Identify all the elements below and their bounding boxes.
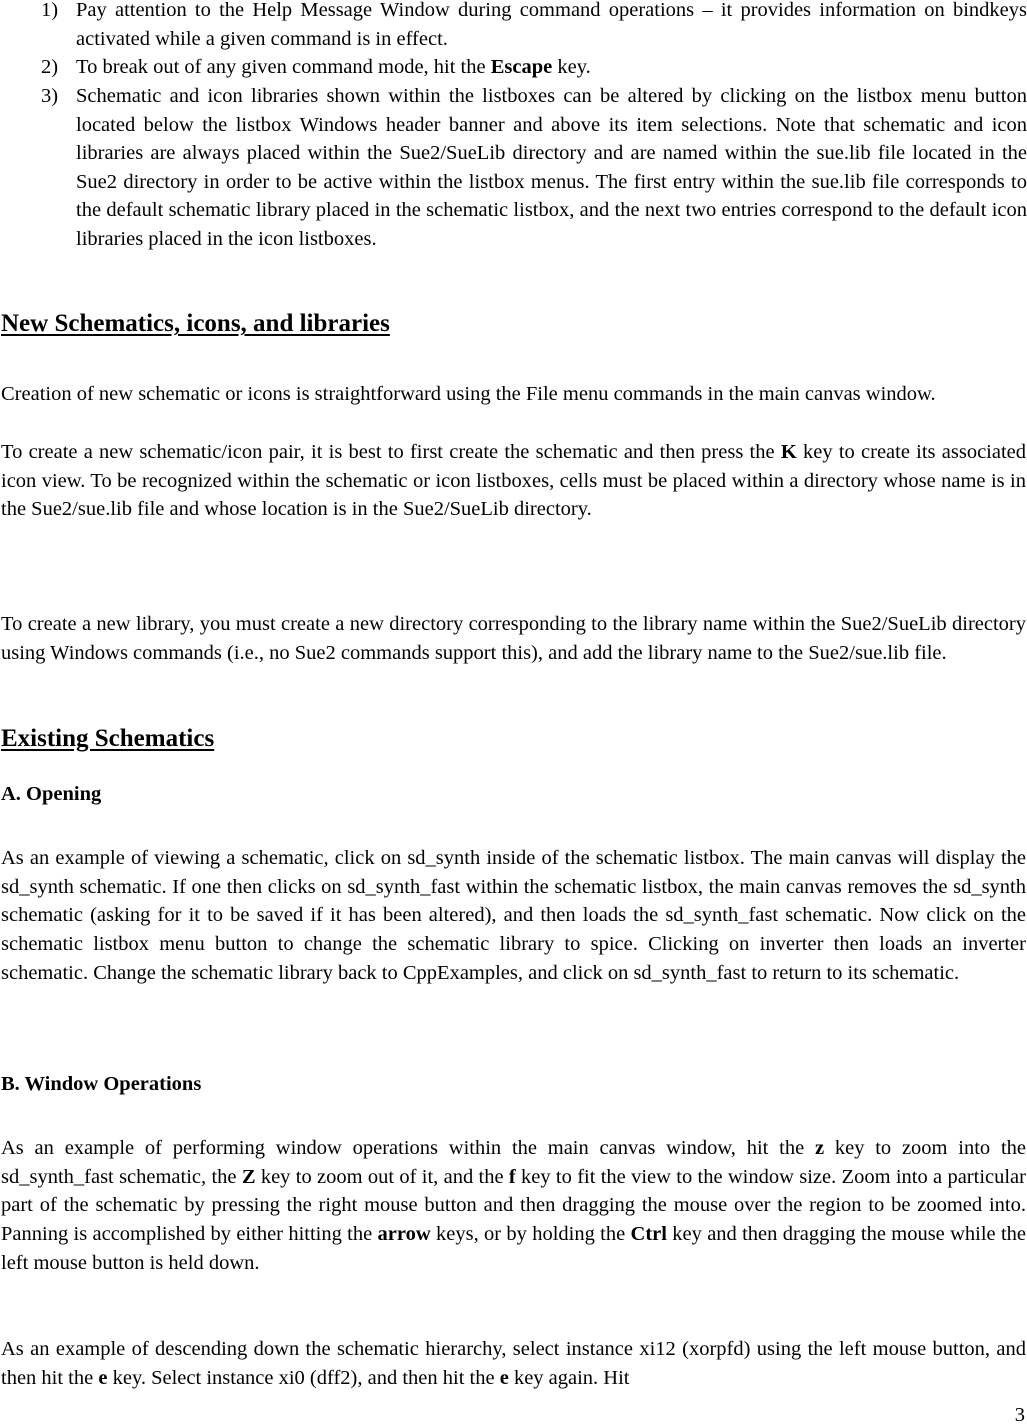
list-item-text: To break out of any given command mode, hit the Escape key.: [76, 56, 591, 78]
arrow-keys: arrow: [377, 1223, 431, 1246]
subheading-opening: A. Opening: [1, 783, 102, 805]
list-number: 1): [41, 0, 59, 21]
list-number: 2): [41, 56, 59, 78]
section-heading-existing: Existing Schematics: [1, 725, 215, 752]
paragraph: As an example of viewing a schematic, click on sd_synth inside of the schematic listbox. The main canvas will display the sd_synth schematic. If one then clicks on sd_synth_fast within the schematic listbox, the main canvas removes the sd_synth schematic (asking for it to be saved if it has been altered), and then loads the sd_synth_fast schematic. Now click on the schematic listbox menu button to change the schematic library to spice. Clicking on inverter then loads an inverter schematic. Change the schematic library back to CppExamples, and click on sd_synth_fast to return to its schematic.: [1, 847, 1026, 984]
key-e: e: [499, 1366, 509, 1389]
list-item-text: Schematic and icon libraries shown within the listboxes can be altered by clicking on the listbox menu button located below the listbox Windows header banner and above its item selections. Note that schematic and icon libraries are always placed within the Sue2/SueLib directory and are named within the sue.lib file located in the Sue2 directory in order to be active within the listbox menus. The first entry within the sue.lib file corresponds to the default schematic library placed in the schematic listbox, and the next two entries correspond to the default icon libraries placed in the icon listboxes.: [76, 85, 1027, 250]
paragraph: As an example of performing window operations within the main canvas window, hit the z key to zoom into the sd_synth_fast schematic, the Z key to zoom out of it, and the f key to fit the view to the window size. Zoom into a particular part of the schematic by pressing the right mouse button and then dragging the mouse over the region to be zoomed into. Panning is accomplished by either hitting the arrow keys, or by holding the Ctrl key and then dragging the mouse while the left mouse button is held down.: [1, 1137, 1027, 1274]
paragraph: To create a new schematic/icon pair, it is best to first create the schematic and then press the K key to create its associated icon view. To be recognized within the schematic or icon listboxes, cells must be placed within a directory whose name is in the Sue2/sue.lib file and whose location is in the Sue2/SueLib directory.: [1, 441, 1027, 521]
ctrl-key: Ctrl: [630, 1223, 667, 1246]
key-z: z: [814, 1137, 825, 1159]
subheading-window-operations: B. Window Operations: [1, 1073, 202, 1095]
escape-key: Escape: [490, 56, 553, 78]
list-item-text: Pay attention to the Help Message Window during command operations – it provides information on bindkeys activated while a given command is in effect.: [76, 0, 1027, 50]
page-number: 3: [1014, 1404, 1025, 1426]
section-heading-new: New Schematics, icons, and libraries: [1, 310, 390, 337]
list-item: [0, 0, 1027, 53]
key-f: f: [508, 1165, 516, 1188]
paragraph: As an example of descending down the schematic hierarchy, select instance xi12 (xorpfd) using the left mouse button, and then hit the e key. Select instance xi0 (dff2), and then hit the e key again. Hit: [1, 1338, 1026, 1389]
list-number: 3): [41, 85, 59, 107]
k-key: K: [780, 441, 797, 463]
list-item: [0, 82, 1027, 254]
list-item: [0, 53, 1027, 82]
paragraph: Creation of new schematic or icons is straightforward using the File menu commands in the main canvas window.: [1, 383, 936, 405]
key-shift-z: Z: [241, 1165, 256, 1188]
paragraph: To create a new library, you must create a new directory corresponding to the library name within the Sue2/SueLib directory using Windows commands (i.e., no Sue2 commands support this), and add the library name to the Sue2/sue.lib file.: [1, 613, 1026, 664]
key-e: e: [98, 1366, 108, 1389]
